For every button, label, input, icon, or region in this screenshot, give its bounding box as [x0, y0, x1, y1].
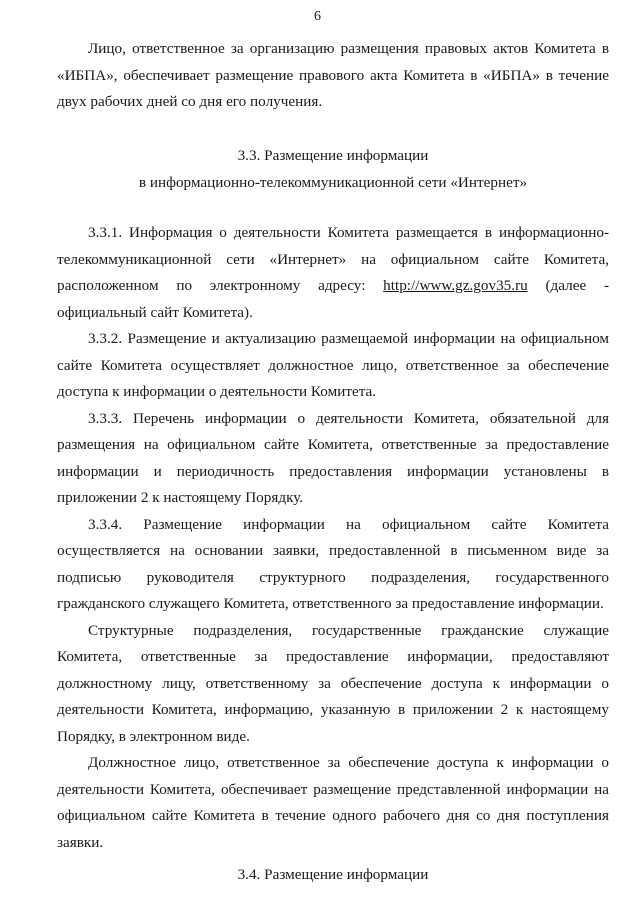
paragraph-3-3-1 — [57, 220, 609, 326]
section-3-3-heading — [57, 142, 609, 196]
section-3-3-title-line2: в информационно-телекоммуникационной сети «Интернет» — [138, 174, 528, 191]
section-3-4-title-line1: 3.4. Размещение информации — [237, 866, 429, 883]
page-number: 6 — [314, 9, 321, 24]
paragraph-structural-units: Структурные подразделения, государственные гражданские служащие Комитета, ответственные за предоставление информации, предоставляют должностному лицу, ответственному за обеспечение доступа к информации о деятельности Комитета, информацию, указанную в приложении 2 к настоящему Порядку, в электронном виде. — [57, 621, 609, 745]
paragraph-3-3-1-text: 3.3.1. Информация о деятельности Комитета размещается в информационно-телекоммуникационной сети «Интернет» на официальном сайте Комитета, расположенном по электронному адресу: — [57, 224, 609, 294]
section-3-3-body — [57, 220, 609, 856]
intro-paragraph: Лицо, ответственное за организацию размещения правовых актов Комитета в «ИБПА», обеспечивает размещение правового акта Комитета в «ИБПА» в течение двух рабочих дней со дня его получения. — [57, 40, 609, 110]
paragraph-3-3-1-tail: (далее - официальный сайт Комитета). — [57, 277, 610, 321]
section-3-4-heading — [57, 861, 609, 888]
paragraph-3-3-4: 3.3.4. Размещение информации на официальном сайте Комитета осуществляется на основании заявки, предоставленной в письменном виде за подписью руководителя структурного подразделения, государственного гражданского служащего Комитета, ответственного за предоставление информации. — [57, 515, 609, 612]
intro-block — [57, 36, 609, 116]
paragraph-3-3-2: 3.3.2. Размещение и актуализацию размещаемой информации на официальном сайте Комитета осуществляет должностное лицо, ответственное за обеспечение доступа к информации о деятельности Комитета. — [57, 330, 609, 400]
paragraph-3-3-3: 3.3.3. Перечень информации о деятельности Комитета, обязательной для размещения на официальном сайте Комитета, ответственные за предоставление информации и периодичность предоставления информации установлены в приложении 2 к настоящему Порядку. — [57, 409, 609, 506]
website-link[interactable]: http://www.gz.gov35.ru — [383, 277, 528, 294]
section-3-3-title-line1: 3.3. Размещение информации — [237, 147, 429, 164]
paragraph-official-person: Должностное лицо, ответственное за обеспечение доступа к информации о деятельности Комитета, обеспечивает размещение представленной информации на официальном сайте Комитета в течение одного рабочего дня со дня поступления заявки. — [57, 754, 609, 851]
